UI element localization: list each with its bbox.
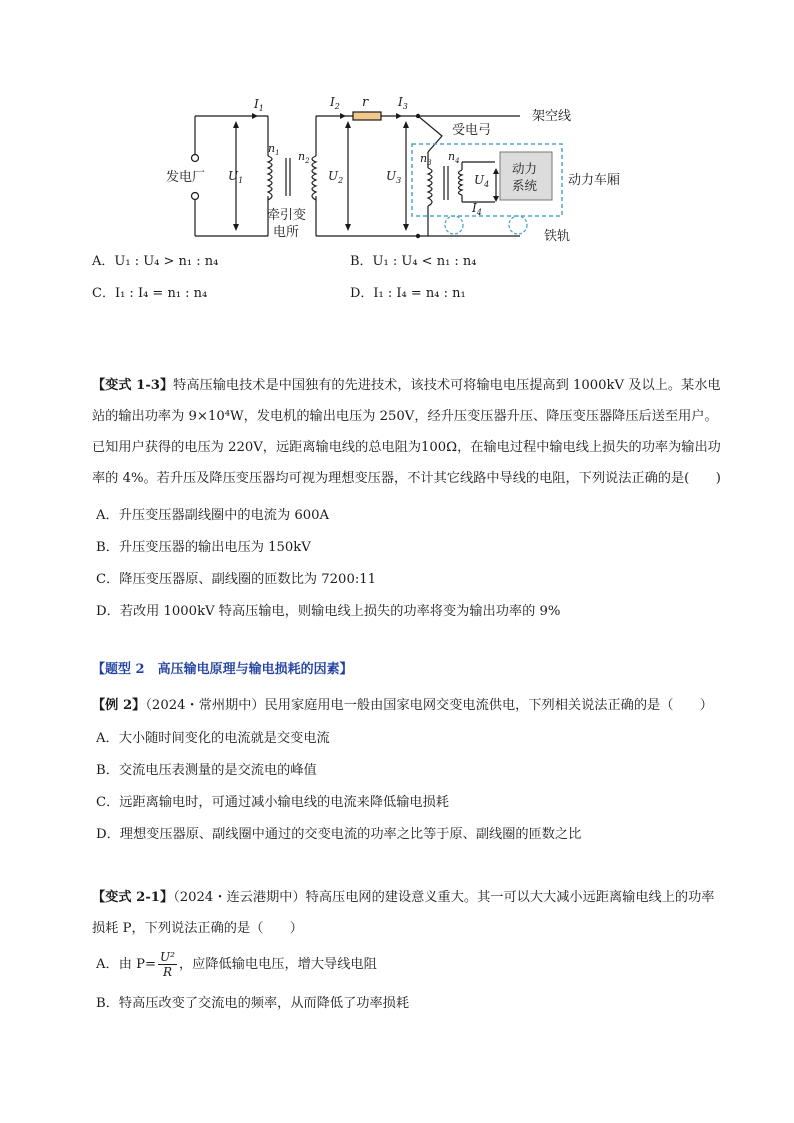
topic2-title: 【题型 2 高压输电原理与输电损耗的因素】: [92, 662, 353, 677]
terminal-bottom: [192, 193, 199, 200]
resistor-label: r: [362, 95, 369, 110]
I2-label: I: [330, 95, 335, 109]
svg-text:I2: $I_2$: [330, 95, 340, 111]
example2-option-b[interactable]: B．交流电压表测量的是交流电的峰值: [96, 763, 317, 778]
svg-text:I4: $I_4$: [472, 201, 482, 217]
I4-label: I: [472, 201, 477, 215]
variant13-option-c[interactable]: C．降压变压器原、副线圈的匝数比为 7200:11: [96, 572, 377, 587]
variant21-line2: 损耗 P，下列说法正确的是（ ）: [92, 921, 303, 936]
variant13-line1: 【变式 1-3】特高压输电技术是中国独有的先进技术，该技术可将输电电压提高到 1000kV 及以上。某水电: [92, 378, 721, 393]
overhead-label: 架空线: [532, 109, 572, 124]
q1-option-c[interactable]: C．I₁ : I₄ = n₁ : n₄: [92, 286, 208, 301]
variant13-option-a[interactable]: A．升压变压器副线圈中的电流为 600A: [96, 508, 330, 523]
svg-text:I3: $I_3$: [398, 95, 408, 111]
formula-fraction: $\frac{\text{U²}}{R}$: [160, 950, 175, 979]
variant21-option-a[interactable]: A．由 P= $\frac{\text{U²}}{R}$ ，应降低输电电压，增大导线电阻: [96, 950, 377, 979]
q1-options-row-1: [92, 250, 692, 270]
n3-label: $n_3$: [420, 152, 432, 167]
U1-label: $U_1$: [228, 169, 244, 185]
example2-option-c[interactable]: C．远距离输电时，可通过减小输电线的电流来降低输电损耗: [96, 795, 449, 810]
pantograph-label: 受电弓: [452, 123, 492, 138]
variant13-option-b[interactable]: B．升压变压器的输出电压为 150kV: [96, 540, 311, 555]
example2-option-a[interactable]: A．大小随时间变化的电流就是交变电流: [96, 731, 330, 746]
example2-option-d[interactable]: D．理想变压器原、副线圈中通过的交变电流的功率之比等于原、副线圈的匝数之比: [96, 827, 582, 842]
power-system-label-1: 动力: [512, 161, 538, 176]
transmission-circuit-diagram: [150, 88, 670, 248]
variant13-line3: 已知用户获得的电压为 220V，远距离输电线的总电阻为100Ω，在输电过程中输电线上损失的功率为输出功: [92, 440, 721, 455]
q1-options-row-2: [92, 282, 692, 302]
variant13-line2: 站的输出功率为 9×10⁴W，发电机的输出电压为 250V，经升压变压器升压、降压变压器降压后送至用户。: [92, 409, 718, 424]
wheel-right: [509, 216, 527, 234]
substation-label-2: 电所: [273, 225, 300, 240]
q1-option-d[interactable]: D．I₁ : I₄ = n₄ : n₁: [350, 286, 466, 301]
car-label: 动力车厢: [568, 173, 621, 188]
n1-label: $n_1$: [268, 142, 280, 157]
wheel-left: [445, 216, 463, 234]
variant21-option-b[interactable]: B．特高压改变了交流电的频率，从而降低了功率损耗: [96, 996, 410, 1011]
substation-label-1: 牵引变: [267, 208, 307, 223]
U2-label: $U_2$: [328, 169, 344, 185]
q1-option-b[interactable]: B．U₁ : U₄ < n₁ : n₄: [350, 254, 477, 269]
q1-option-a[interactable]: A．U₁ : U₄ > n₁ : n₄: [92, 254, 219, 269]
plant-label: 发电厂: [166, 170, 206, 185]
variant13-line4: 率的 4%。若升压及降压变压器均可视为理想变压器，不计其它线路中导线的电阻，下列说法正确的是( ): [92, 471, 721, 486]
I3-label: I: [398, 95, 403, 109]
power-system-label-2: 系统: [512, 178, 538, 193]
variant21-line1: 【变式 2-1】（2024・连云港期中）特高压电网的建设意义重大。其一可以大大减小远距离输电线上的功率: [92, 890, 715, 905]
variant21-tag: 【变式 2-1】: [92, 890, 174, 905]
U4-label: $U_4$: [474, 173, 490, 189]
example2-stem: 【例 2】（2024・常州期中）民用家庭用电一般由国家电网交变电流供电，下列相关说法正确的是（ ）: [92, 698, 713, 713]
example2-tag: 【例 2】: [92, 698, 146, 713]
U3-label: $U_3$: [386, 169, 402, 185]
variant13-option-d[interactable]: D．若改用 1000kV 特高压输电，则输电线上损失的功率将变为输出功率的 9%: [96, 604, 561, 619]
variant13-tag: 【变式 1-3】: [92, 378, 174, 393]
I1-label: I: [254, 97, 259, 111]
svg-text:I1: $I_1$: [254, 97, 264, 113]
rail-label: 铁轨: [544, 229, 571, 244]
n2-label: $n_2$: [298, 150, 310, 165]
terminal-top: [192, 155, 199, 162]
n4-label: $n_4$: [448, 150, 460, 165]
